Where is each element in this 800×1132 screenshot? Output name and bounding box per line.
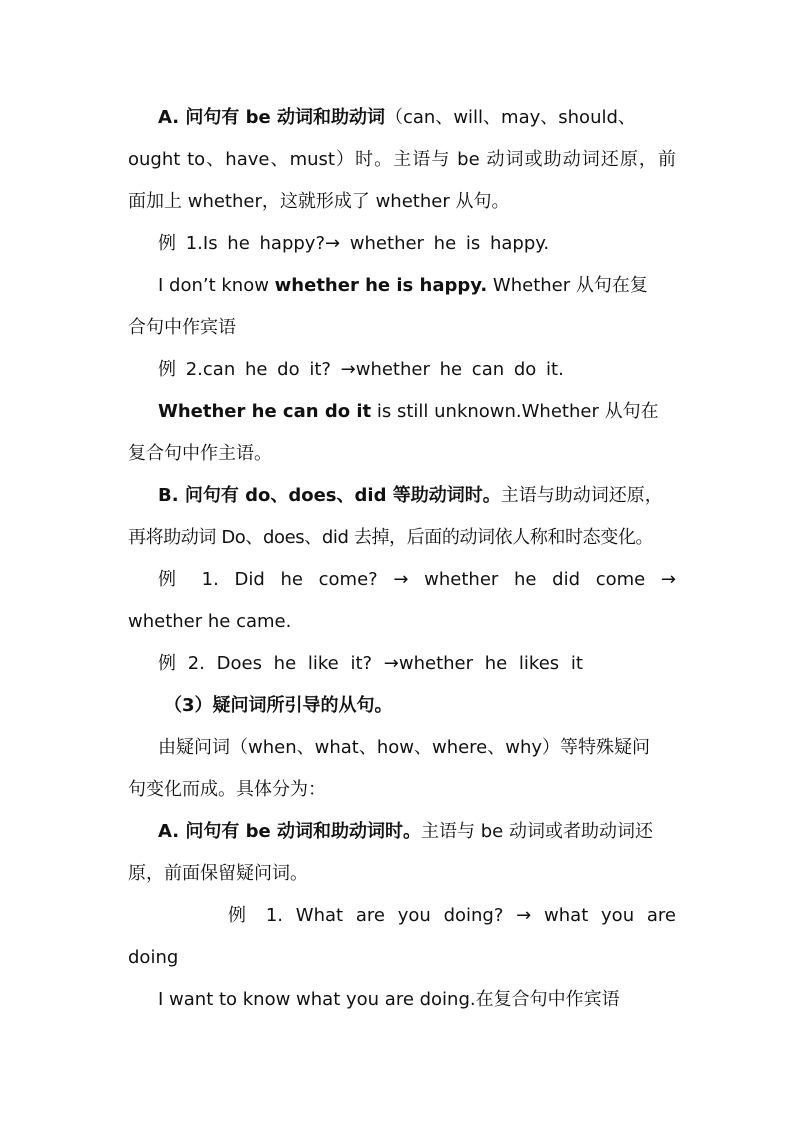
section-heading: A. 问句有 be 动词和助动词 bbox=[158, 107, 385, 128]
text-line bbox=[158, 103, 676, 133]
text-line bbox=[158, 481, 676, 511]
text-span: （can、will、may、should、 bbox=[385, 107, 636, 128]
text-line bbox=[158, 271, 676, 301]
text-span: I don’t know bbox=[158, 275, 275, 296]
section-heading: B. 问句有 do、does、did 等助动词时。 bbox=[158, 485, 501, 506]
example-line: 例 2. Does he like it? →whether he likes it bbox=[158, 653, 583, 674]
text-span: 主语与 be 动词或者助动词还 bbox=[421, 821, 653, 842]
text-line: I want to know what you are doing.在复合句中作宾语 bbox=[158, 989, 620, 1010]
example-line: 例 1.Is he happy?→ whether he is happy. bbox=[158, 233, 550, 254]
text-span: is still unknown.Whether 从句在 bbox=[371, 401, 659, 422]
text-line: 句变化而成。具体分为： bbox=[128, 779, 326, 800]
section-heading: （3）疑问词所引导的从句。 bbox=[164, 695, 393, 716]
text-line: doing bbox=[128, 947, 179, 968]
text-line: 复合句中作主语。 bbox=[128, 443, 272, 464]
text-span: 主语与助动词还原， bbox=[500, 485, 663, 506]
section-heading: A. 问句有 be 动词和助动词时。 bbox=[158, 821, 421, 842]
text-line bbox=[158, 817, 676, 847]
example-line: 例 1. Did he come? → whether he did come → bbox=[158, 569, 676, 590]
text-line: whether he came. bbox=[128, 611, 292, 632]
text-line: 合句中作宾语 bbox=[128, 317, 236, 338]
text-line: ought to、have、must）时。主语与 be 动词或助动词还原，前 bbox=[128, 149, 676, 170]
bold-span: Whether he can do it bbox=[158, 401, 372, 422]
bold-span: whether he is happy. bbox=[274, 275, 488, 296]
example-line: 例 2.can he do it? →whether he can do it. bbox=[158, 359, 564, 380]
text-line: 由疑问词（when、what、how、where、why）等特殊疑问 bbox=[158, 737, 651, 758]
text-span: Whether 从句在复 bbox=[487, 275, 648, 296]
example-line: 例 1. What are you doing? → what you are bbox=[228, 905, 676, 926]
text-line: 原，前面保留疑问词。 bbox=[128, 863, 308, 884]
text-line: 再将助动词 Do、does、did 去掉，后面的动词依人称和时态变化。 bbox=[128, 527, 654, 548]
text-line bbox=[158, 397, 676, 427]
text-line: 面加上 whether，这就形成了 whether 从句。 bbox=[128, 191, 510, 212]
